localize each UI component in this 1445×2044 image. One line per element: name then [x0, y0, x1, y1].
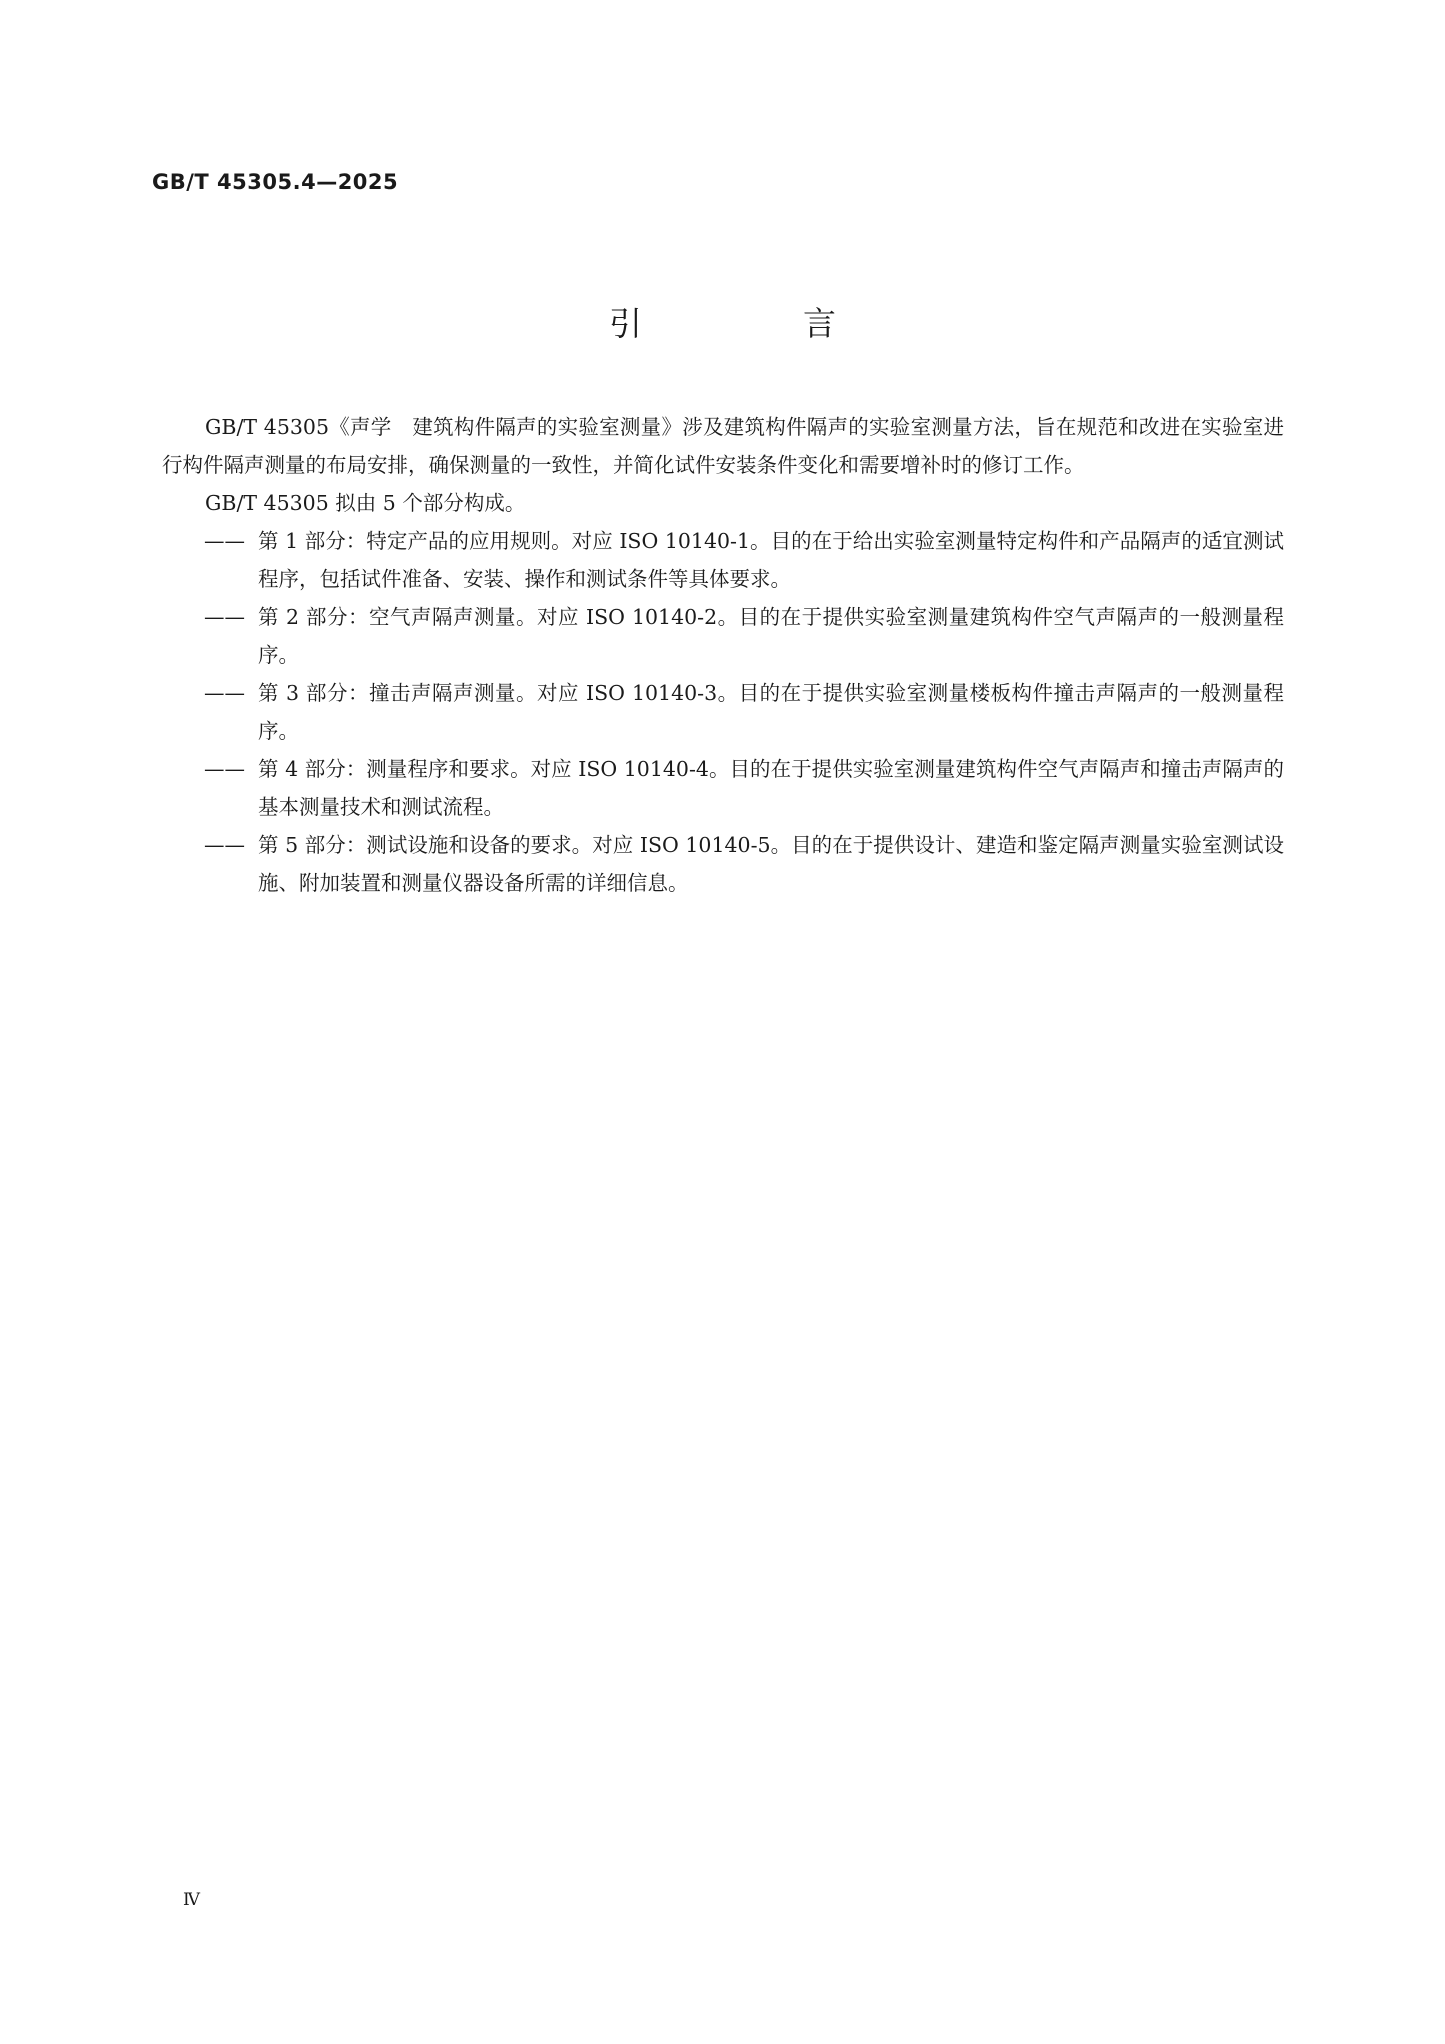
list-dash: ——	[204, 757, 245, 781]
list-item-text: 第 3 部分：撞击声隔声测量。对应 ISO 10140-3。目的在于提供实验室测量楼板构件撞击声隔声的一般测量程序。	[258, 681, 1284, 743]
list-dash: ——	[204, 681, 245, 705]
section-title: 引 言	[609, 304, 900, 343]
list-item-part-1	[162, 522, 1284, 598]
list-item-text: 第 5 部分：测试设施和设备的要求。对应 ISO 10140-5。目的在于提供设计、建造和鉴定隔声测量实验室测试设施、附加装置和测量仪器设备所需的详细信息。	[258, 833, 1284, 895]
list-dash: ——	[204, 529, 245, 553]
standard-code: GB/T 45305.4—2025	[152, 170, 399, 194]
list-item-part-3	[162, 674, 1284, 750]
list-item-part-2	[162, 598, 1284, 674]
list-item-text: 第 4 部分：测量程序和要求。对应 ISO 10140-4。目的在于提供实验室测量建筑构件空气声隔声和撞击声隔声的基本测量技术和测试流程。	[258, 757, 1284, 819]
introduction-body	[162, 408, 1284, 902]
list-item-text: 第 1 部分：特定产品的应用规则。对应 ISO 10140-1。目的在于给出实验室测量特定构件和产品隔声的适宜测试程序，包括试件准备、安装、操作和测试条件等具体要求。	[258, 529, 1284, 591]
intro-paragraph: GB/T 45305 拟由 5 个部分构成。	[205, 491, 526, 515]
list-item-part-4	[162, 750, 1284, 826]
list-item-text: 第 2 部分：空气声隔声测量。对应 ISO 10140-2。目的在于提供实验室测量建筑构件空气声隔声的一般测量程序。	[258, 605, 1284, 667]
list-dash: ——	[204, 605, 245, 629]
list-item-part-5	[162, 826, 1284, 902]
intro-paragraph: GB/T 45305《声学 建筑构件隔声的实验室测量》涉及建筑构件隔声的实验室测量方法，旨在规范和改进在实验室进行构件隔声测量的布局安排，确保测量的一致性，并简化试件安装条件变化和需要增补时的修订工作。	[162, 415, 1284, 477]
page-number: Ⅳ	[183, 1890, 200, 1910]
list-dash: ——	[204, 833, 245, 857]
